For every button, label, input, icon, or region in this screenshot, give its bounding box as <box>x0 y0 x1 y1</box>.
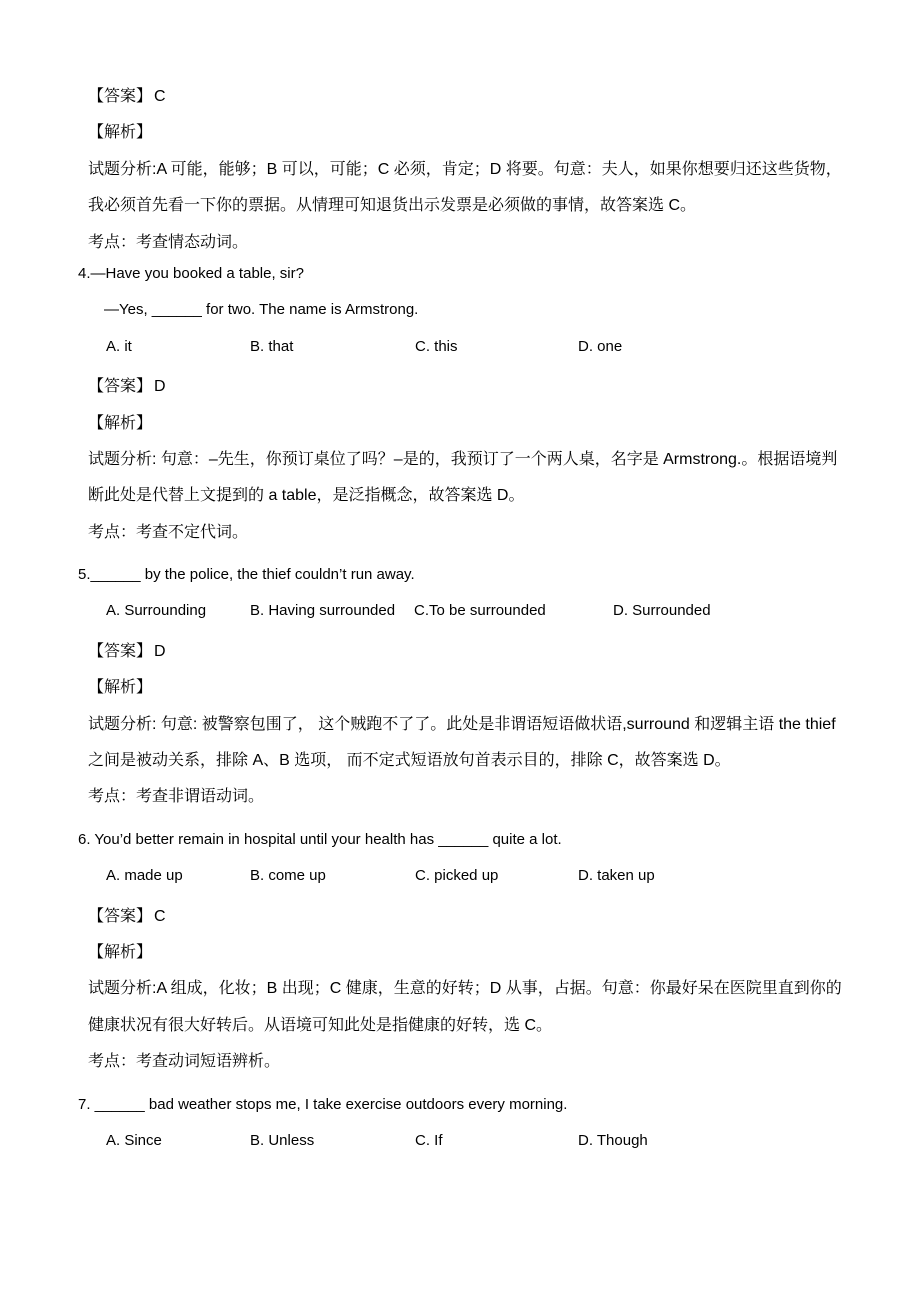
option-a-q5: A. Surrounding <box>106 602 207 620</box>
exam-point-q4: 考点：考查不定代词。 <box>88 523 249 541</box>
analysis-line-q3-2: 我必须首先看一下你的票据。从情理可知退货出示发票是必须做的事情，故答案选 C。 <box>88 197 697 215</box>
option-b-q7: B. Unless <box>250 1131 315 1149</box>
answer-value-q6: C <box>154 907 166 925</box>
options-row-q6 <box>106 858 880 894</box>
answer-line-q5 <box>88 634 880 670</box>
question-line-q7: 7. ______ bad weather stops me, I take exercise outdoors every morning. <box>78 1095 568 1113</box>
option-b-q5: B. Having surrounded <box>250 602 396 620</box>
answer-label: 【答案】 <box>88 88 153 105</box>
option-d-q4: D. one <box>578 337 623 355</box>
analysis-line-q6-2: 健康状况有很大好转后。从语境可知此处是指健康的好转，选 C。 <box>88 1016 553 1034</box>
question-line-q5: 5.______ by the police, the thief couldn’t run away. <box>78 566 415 584</box>
question-line-q4-1: 4.—Have you booked a table, sir? <box>78 264 304 282</box>
answer-label: 【答案】 <box>88 378 153 396</box>
answer-value-q4: D <box>154 378 166 396</box>
option-d-q5: D. Surrounded <box>613 602 711 620</box>
options-row-q5 <box>106 593 880 629</box>
analysis-line-q5-1: 试题分析: 句意: 被警察包围了， 这个贼跑不了了。此处是非谓语短语做状语,surround 和逻辑主语 the thief <box>88 715 836 733</box>
option-c-q5: C.To be surrounded <box>414 602 546 620</box>
exam-point-q3: 考点：考查情态动词。 <box>88 233 249 251</box>
options-row-q4 <box>106 329 880 365</box>
answer-label: 【答案】 <box>88 907 153 925</box>
option-c-q6: C. picked up <box>415 867 499 885</box>
answer-value-q3: C <box>154 88 166 105</box>
answer-line-q3 <box>88 79 880 115</box>
analysis-line-q4-2: 断此处是代替上文提到的 a table，是泛指概念，故答案选 D。 <box>88 487 525 505</box>
option-b-q4: B. that <box>250 337 294 355</box>
analysis-label-q3: 【解析】 <box>88 124 153 142</box>
question-line-q4-2: —Yes, ______ for two. The name is Armstrong. <box>104 301 419 319</box>
analysis-line-q4-1: 试题分析: 句意：–先生，你预订桌位了吗？–是的，我预订了一个两人桌，名字是 Armstrong.。根据语境判 <box>88 450 838 468</box>
answer-value-q5: D <box>154 642 166 660</box>
exam-point-q5: 考点：考查非谓语动词。 <box>88 788 265 806</box>
option-c-q4: C. this <box>415 337 458 355</box>
exam-point-q6: 考点：考查动词短语辨析。 <box>88 1053 281 1071</box>
option-a-q6: A. made up <box>106 867 183 885</box>
option-a-q4: A. it <box>106 337 132 355</box>
option-b-q6: B. come up <box>250 867 326 885</box>
analysis-line-q6-1: 试题分析:A 组成，化妆；B 出现；C 健康，生意的好转；D 从事，占据。句意：你最好呆在医院里直到你的 <box>88 980 842 998</box>
question-line-q6: 6. You’d better remain in hospital until your health has ______ quite a lot. <box>78 830 562 848</box>
analysis-line-q5-2: 之间是被动关系，排除 A、B 选项， 而不定式短语放句首表示目的，排除 C，故答案选 D。 <box>88 752 731 770</box>
option-d-q7: D. Though <box>578 1131 648 1149</box>
answer-label: 【答案】 <box>88 642 153 660</box>
option-d-q6: D. taken up <box>578 867 655 885</box>
answer-line-q6 <box>88 899 880 935</box>
analysis-line-q3-1: 试题分析:A 可能，能够；B 可以，可能；C 必须，肯定；D 将要。句意：夫人，如果你想要归还这些货物， <box>88 160 842 178</box>
analysis-label-q5: 【解析】 <box>88 679 153 697</box>
answer-line-q4 <box>88 369 880 405</box>
option-c-q7: C. If <box>415 1131 443 1149</box>
option-a-q7: A. Since <box>106 1131 162 1149</box>
analysis-label-q4: 【解析】 <box>88 414 153 432</box>
analysis-label-q6: 【解析】 <box>88 943 153 961</box>
options-row-q7 <box>106 1123 880 1159</box>
